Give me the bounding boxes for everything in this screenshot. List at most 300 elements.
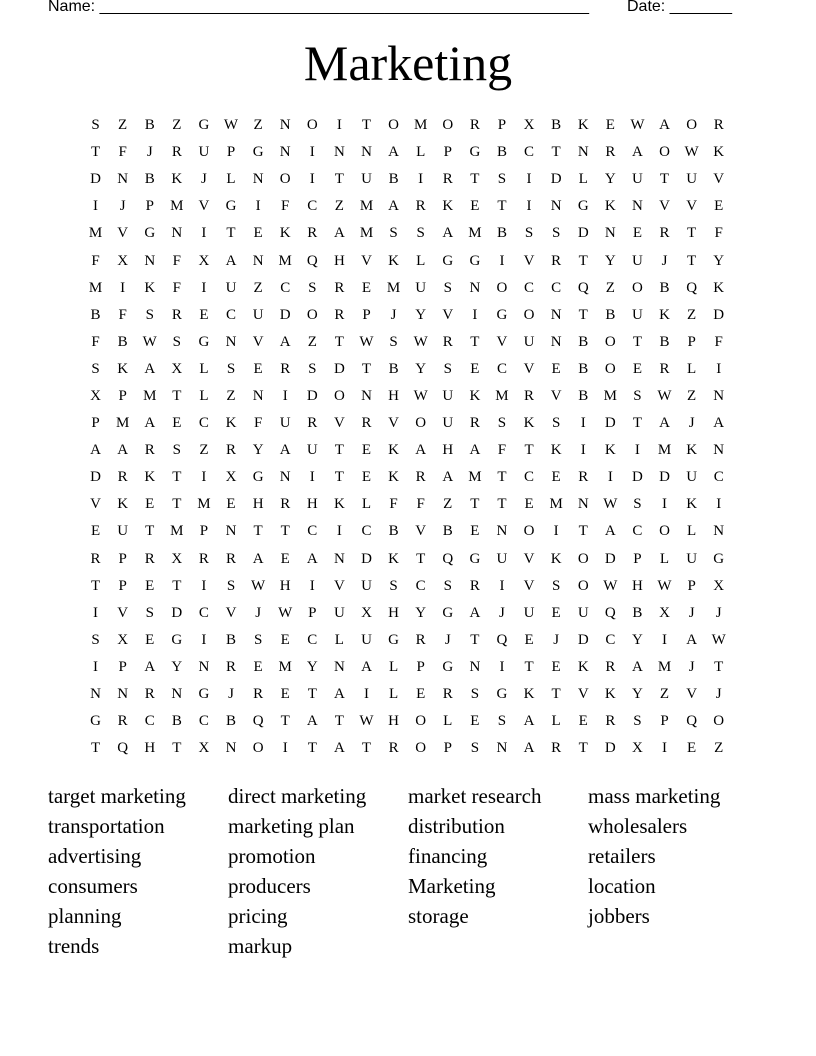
grid-letter: I [201,631,207,648]
grid-letter: E [551,658,561,675]
grid-letter: V [659,198,670,215]
grid-letter: E [605,117,615,134]
grid-letter: T [632,333,642,350]
grid-letter: N [198,658,210,675]
grid-letter: S [524,225,534,242]
grid-letter: X [713,577,725,594]
grid-letter: E [632,225,642,242]
grid-letter: A [469,442,481,459]
grid-letter: M [495,387,509,404]
grid-letter: K [388,469,399,486]
grid-letter: K [388,252,399,269]
grid-letter: U [279,415,291,432]
grid-letter: B [90,306,101,323]
grid-letter: S [91,360,100,377]
grid-letter: L [199,360,209,377]
grid-letter: X [632,740,643,757]
grid-letter: R [605,144,616,161]
grid-letter: I [499,658,505,675]
grid-letter: N [550,306,562,323]
grid-letter: R [144,686,155,703]
grid-letter: B [496,144,507,161]
grid-letter: J [715,604,722,621]
grid-letter: M [88,279,103,296]
grid-letter: P [633,550,642,567]
grid-letter: B [388,171,399,188]
grid-letter: E [470,360,480,377]
grid-letter: N [550,333,562,350]
grid-letter: R [469,117,480,134]
grid-letter: R [605,713,616,730]
grid-letter: T [280,523,290,540]
grid-letter: R [226,442,237,459]
word-list-item: wholesalers [588,814,688,838]
grid-letter: U [632,252,643,269]
grid-letter: T [416,550,426,567]
grid-letter: S [443,279,452,296]
grid-letter: C [198,415,209,432]
grid-letter: Y [252,442,264,459]
grid-letter: A [90,442,101,459]
grid-letter: J [228,686,234,703]
grid-letter: K [659,306,670,323]
grid-letter: L [388,686,399,703]
word-list-item: retailers [588,844,656,868]
grid-letter: O [523,306,535,323]
grid-letter: O [252,740,264,757]
grid-letter: E [524,631,534,648]
grid-letter: U [686,550,698,567]
grid-letter: G [225,198,237,215]
grid-letter: B [388,360,399,377]
grid-letter: N [117,171,129,188]
grid-letter: O [333,387,345,404]
grid-letter: N [225,740,237,757]
grid-letter: I [526,198,532,215]
grid-letter: G [198,333,210,350]
grid-letter: Q [306,252,318,269]
grid-letter: R [442,333,453,350]
grid-letter: H [388,604,399,621]
grid-letter: A [144,415,156,432]
grid-letter: K [117,496,129,513]
word-list-item: location [588,874,656,898]
grid-letter: A [632,144,643,161]
grid-letter: B [659,333,670,350]
grid-letter: E [632,360,642,377]
grid-letter: K [117,360,129,377]
grid-letter: D [604,740,616,757]
grid-letter: E [172,415,182,432]
grid-letter: H [333,252,345,269]
grid-letter: Z [714,740,724,757]
grid-letter: H [252,496,264,513]
grid-letter: I [201,577,207,594]
grid-letter: T [90,577,101,594]
grid-letter: C [144,713,155,730]
grid-letter: N [469,279,481,296]
grid-letter: Y [171,658,183,675]
grid-letter: R [415,469,426,486]
grid-letter: W [359,333,374,350]
grid-letter: E [470,198,480,215]
grid-letter: F [253,415,263,432]
grid-letter: F [281,198,290,215]
grid-letter: K [604,686,616,703]
grid-letter: T [578,306,588,323]
grid-letter: E [361,469,372,486]
word-list-item: direct marketing [228,784,367,808]
grid-letter: N [252,387,264,404]
grid-letter: N [577,496,589,513]
grid-letter: J [661,252,668,269]
word-list-item: planning [48,904,122,928]
grid-letter: W [413,387,428,404]
grid-letter: G [496,306,508,323]
grid-letter: T [90,740,101,757]
grid-letter: U [442,387,454,404]
grid-letter: K [333,496,345,513]
word-list-item: markup [228,934,293,958]
grid-letter: U [686,469,698,486]
grid-letter: E [551,360,561,377]
grid-letter: I [580,442,586,459]
grid-letter: A [442,225,454,242]
grid-letter: L [687,523,697,540]
grid-letter: C [307,198,318,215]
grid-letter: N [604,225,616,242]
grid-letter: E [361,442,372,459]
grid-letter: U [442,415,454,432]
word-list-item: marketing plan [228,814,355,838]
grid-letter: R [388,740,399,757]
grid-letter: A [225,252,237,269]
grid-letter: N [252,252,264,269]
grid-letter: T [470,171,480,188]
grid-letter: A [388,144,399,161]
grid-letter: J [499,604,505,621]
grid-letter: T [361,360,372,377]
grid-letter: O [577,577,589,594]
grid-letter: F [172,279,181,296]
grid-letter: G [469,252,481,269]
grid-letter: Z [687,387,697,404]
grid-letter: V [198,198,210,215]
grid-letter: A [659,117,670,134]
grid-letter: I [553,523,559,540]
grid-letter: J [390,306,397,323]
grid-letter: V [415,523,427,540]
grid-letter: H [388,387,399,404]
grid-letter: X [90,387,101,404]
grid-letter: T [524,442,534,459]
grid-letter: W [684,144,699,161]
grid-letter: N [577,144,589,161]
grid-letter: R [415,198,426,215]
grid-letter: R [253,686,264,703]
grid-letter: N [632,198,643,215]
grid-letter: Y [632,631,643,648]
grid-letter: O [632,279,643,296]
grid-letter: C [280,279,291,296]
name-field-label: Name: _______________________________________________________ [48,0,589,15]
grid-letter: A [333,225,345,242]
grid-letter: T [497,198,507,215]
grid-letter: Z [199,442,209,459]
grid-letter: U [198,144,210,161]
grid-letter: C [415,577,426,594]
grid-letter: L [659,550,670,567]
grid-letter: N [713,523,725,540]
grid-letter: P [443,144,452,161]
grid-letter: I [716,360,722,377]
grid-letter: W [278,604,293,621]
grid-letter: U [225,279,237,296]
grid-letter: N [144,252,156,269]
header [48,0,748,20]
grid-letter: E [253,225,263,242]
grid-letter: R [361,415,372,432]
grid-letter: T [334,713,344,730]
grid-letter: C [524,469,535,486]
grid-letter: R [226,550,237,567]
word-list-item: distribution [408,814,505,838]
grid-letter: D [279,306,291,323]
grid-letter: Q [577,279,589,296]
grid-letter: O [686,117,698,134]
grid-letter: T [470,496,480,513]
grid-letter: N [713,387,725,404]
grid-letter: T [334,442,344,459]
grid-letter: A [333,686,345,703]
grid-letter: K [686,442,698,459]
grid-letter: B [659,279,670,296]
grid-letter: N [469,658,481,675]
grid-letter: S [145,306,154,323]
grid-letter: O [306,306,318,323]
grid-letter: A [117,442,129,459]
grid-letter: L [226,171,236,188]
grid-letter: R [469,577,480,594]
grid-letter: P [308,604,317,621]
grid-letter: M [468,469,482,486]
grid-letter: H [306,496,318,513]
grid-letter: B [578,333,589,350]
grid-letter: V [496,333,508,350]
grid-letter: O [659,523,670,540]
grid-letter: N [550,198,562,215]
grid-letter: H [279,577,291,594]
grid-letter: U [117,523,129,540]
grid-letter: S [308,360,317,377]
grid-letter: A [632,658,643,675]
grid-letter: U [252,306,264,323]
grid-letter: I [309,469,315,486]
grid-letter: C [524,144,535,161]
grid-letter: A [306,550,318,567]
grid-letter: B [605,306,616,323]
grid-letter: M [143,387,157,404]
grid-letter: V [523,550,535,567]
grid-letter: A [469,604,481,621]
grid-letter: N [171,686,183,703]
grid-letter: S [497,415,507,432]
grid-letter: K [577,658,589,675]
grid-letter: V [333,415,345,432]
grid-letter: O [604,360,616,377]
grid-letter: T [307,686,317,703]
grid-letter: U [523,333,535,350]
grid-letter: N [333,658,345,675]
grid-letter: I [499,577,505,594]
grid-letter: E [714,198,724,215]
grid-letter: R [307,225,318,242]
grid-letter: N [279,144,291,161]
grid-letter: C [226,306,237,323]
word-list-item: target marketing [48,784,186,808]
grid-letter: T [470,631,480,648]
grid-letter: S [497,171,507,188]
grid-letter: U [306,442,318,459]
grid-letter: I [526,171,532,188]
grid-letter: W [251,577,266,594]
grid-letter: R [713,117,724,134]
grid-letter: A [144,360,156,377]
grid-letter: R [605,658,616,675]
grid-letter: E [280,550,290,567]
grid-letter: D [361,550,372,567]
grid-letter: X [361,604,372,621]
grid-letter: B [632,604,643,621]
grid-letter: D [90,469,101,486]
grid-letter: V [686,686,698,703]
grid-letter: A [388,198,399,215]
grid-letter: K [604,442,616,459]
grid-letter: I [120,279,126,296]
grid-letter: M [657,658,672,675]
grid-letter: F [118,144,127,161]
grid-letter: B [171,713,182,730]
grid-letter: U [415,279,427,296]
grid-letter: S [633,713,642,730]
grid-letter: V [550,387,562,404]
grid-letter: X [198,740,210,757]
grid-letter: N [361,144,372,161]
word-list-item: transportation [48,814,165,838]
grid-letter: U [361,631,372,648]
word-list-item: mass marketing [588,784,721,808]
grid-letter: W [603,496,618,513]
grid-letter: J [201,171,207,188]
grid-letter: G [442,604,454,621]
grid-letter: N [252,171,264,188]
grid-letter: U [523,604,535,621]
grid-letter: A [713,415,725,432]
grid-letter: I [93,658,99,675]
grid-letter: A [333,740,345,757]
grid-letter: S [416,225,425,242]
grid-letter: Z [226,387,236,404]
grid-letter: B [144,117,155,134]
grid-letter: K [388,442,399,459]
word-list-item: jobbers [588,904,650,928]
grid-letter: T [280,713,290,730]
grid-letter: C [713,469,724,486]
grid-letter: T [334,333,344,350]
grid-letter: O [415,713,427,730]
grid-letter: L [388,658,399,675]
grid-letter: A [252,550,264,567]
grid-letter: A [279,333,291,350]
grid-letter: P [145,198,154,215]
grid-letter: L [443,713,453,730]
grid-letter: K [523,686,535,703]
grid-letter: W [711,631,726,648]
grid-letter: M [197,496,211,513]
grid-letter: W [142,333,157,350]
grid-letter: W [657,577,672,594]
grid-letter: S [226,360,236,377]
grid-letter: P [443,740,452,757]
grid-letter: A [523,740,535,757]
grid-letter: I [201,279,207,296]
grid-letter: M [603,387,617,404]
grid-letter: L [361,496,372,513]
grid-letter: N [171,225,183,242]
grid-letter: E [416,686,426,703]
grid-letter: Z [172,117,182,134]
grid-letter: Z [605,279,615,296]
grid-letter: K [550,442,562,459]
grid-letter: H [632,577,643,594]
grid-letter: C [198,713,209,730]
grid-letter: E [578,713,588,730]
grid-letter: M [657,442,672,459]
grid-letter: B [388,523,399,540]
grid-letter: R [469,415,480,432]
grid-letter: R [659,225,670,242]
grid-letter: S [633,387,642,404]
grid-letter: B [117,333,128,350]
letter-grid [82,112,732,762]
grid-letter: S [145,604,154,621]
grid-letter: R [280,360,291,377]
grid-letter: O [604,333,616,350]
grid-letter: S [226,577,236,594]
grid-letter: N [225,333,237,350]
grid-letter: Y [306,658,318,675]
grid-letter: X [117,631,129,648]
grid-letter: V [117,225,129,242]
grid-letter: U [577,604,589,621]
grid-letter: V [577,686,589,703]
grid-letter: M [359,225,374,242]
grid-letter: N [496,523,508,540]
grid-letter: A [415,442,427,459]
grid-letter: Z [253,117,263,134]
grid-letter: F [389,496,398,513]
grid-letter: I [634,442,640,459]
grid-letter: I [282,387,288,404]
grid-letter: T [307,740,317,757]
grid-letter: L [416,252,426,269]
grid-letter: B [144,171,155,188]
grid-letter: A [306,713,318,730]
grid-letter: G [442,658,454,675]
word-list-item: market research [408,784,542,808]
grid-letter: X [523,117,535,134]
grid-letter: G [198,686,210,703]
